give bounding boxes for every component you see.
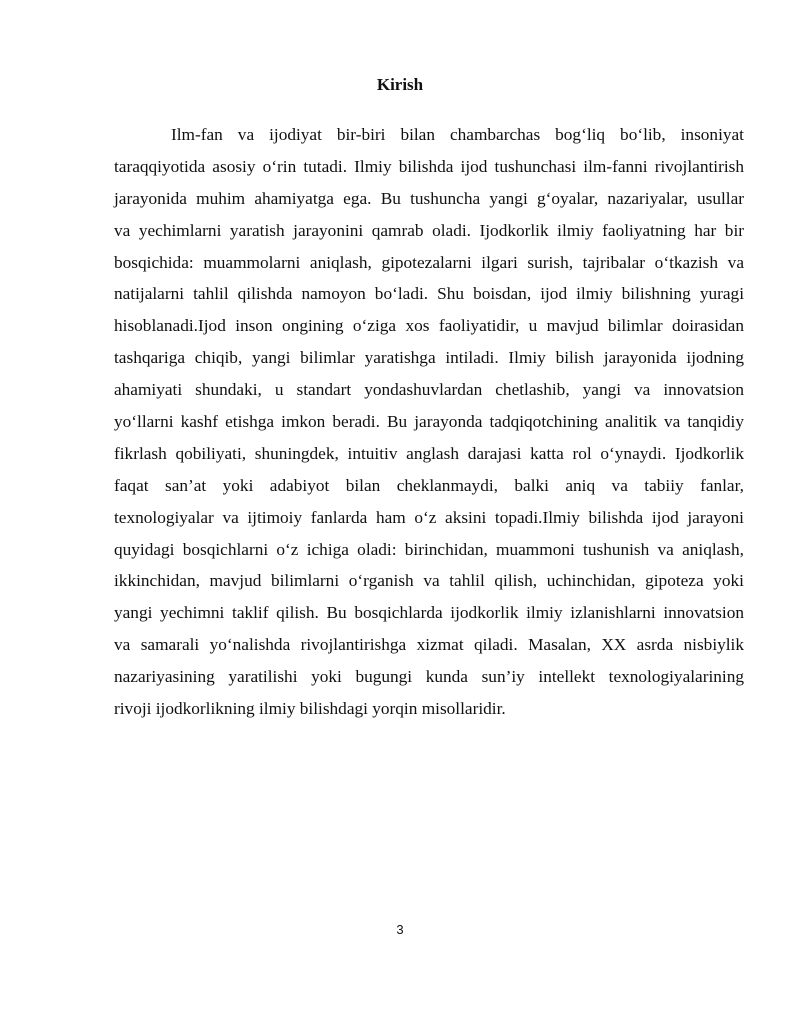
paragraph-line: jarayonida muhim ahamiyatga ega. Bu tushuncha yangi g‘oyalar, nazariyalar, usullar [114, 188, 744, 208]
paragraph-line: nazariyasining yaratilishi yoki bugungi kunda sun’iy intellekt texnologiyalarining [114, 667, 744, 687]
paragraph-line: bosqichida: muammolarni aniqlash, gipotezalarni ilgari surish, tajribalar o‘tkazish va [114, 252, 744, 272]
body-paragraph [114, 119, 744, 725]
page-number: 3 [396, 922, 404, 937]
paragraph-line: hisoblanadi.Ijod inson ongining o‘ziga xos faoliyatidir, u mavjud bilimlar doirasidan [114, 316, 744, 336]
paragraph-line: faqat san’at yoki adabiyot bilan cheklanmaydi, balki aniq va tabiiy fanlar, [114, 475, 744, 495]
paragraph-line: rivoji ijodkorlikning ilmiy bilishdagi yorqin misollaridir. [114, 699, 506, 719]
paragraph-line: ikkinchidan, mavjud bilimlarni o‘rganish va tahlil qilish, uchinchidan, gipoteza yoki [114, 571, 744, 591]
paragraph-line: yangi yechimni taklif qilish. Bu bosqichlarda ijodkorlik ilmiy izlanishlarni innovatsion [114, 603, 744, 623]
paragraph-line: quyidagi bosqichlarni o‘z ichiga oladi: birinchidan, muammoni tushunish va aniqlash, [114, 539, 744, 559]
paragraph-line: fikrlash qobiliyati, shuningdek, intuitiv anglash darajasi katta rol o‘ynaydi. Ijodkorlik [114, 443, 744, 463]
paragraph-line: va yechimlarni yaratish jarayonini qamrab oladi. Ijodkorlik ilmiy faoliyatning har bir [114, 220, 744, 240]
paragraph-line: ahamiyati shundaki, u standart yondashuvlardan chetlashib, yangi va innovatsion [114, 380, 744, 400]
paragraph-line: tashqariga chiqib, yangi bilimlar yaratishga intiladi. Ilmiy bilish jarayonida ijodning [114, 348, 744, 368]
paragraph-line: Ilm-fan va ijodiyat bir-biri bilan chambarchas bog‘liq bo‘lib, insoniyat [171, 125, 744, 144]
paragraph-line: yo‘llarni kashf etishga imkon beradi. Bu jarayonda tadqiqotchining analitik va tanqidiy [114, 412, 744, 432]
paragraph-line: texnologiyalar va ijtimoiy fanlarda ham o‘z aksini topadi.Ilmiy bilishda ijod jarayoni [114, 507, 744, 527]
page-heading: Kirish [376, 75, 424, 94]
paragraph-line: taraqqiyotida asosiy o‘rin tutadi. Ilmiy bilishda ijod tushunchasi ilm-fanni rivojlantirish [114, 156, 744, 176]
paragraph-line: va samarali yo‘nalishda rivojlantirishga xizmat qiladi. Masalan, XX asrda nisbiylik [114, 635, 744, 655]
paragraph-line: natijalarni tahlil qilishda namoyon bo‘ladi. Shu boisdan, ijod ilmiy bilishning yuragi [114, 284, 744, 304]
